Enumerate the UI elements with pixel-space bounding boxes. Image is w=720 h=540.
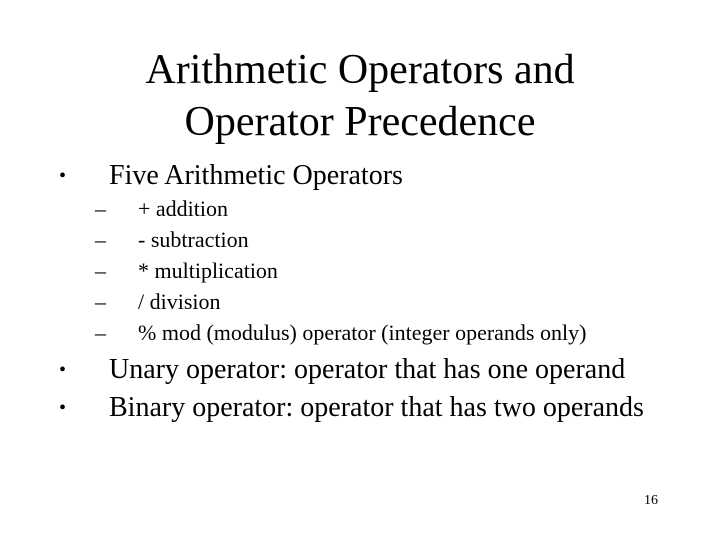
bullet-text: Five Arithmetic Operators [109,160,403,191]
sub-bullet-text: * multiplication [138,258,278,283]
sub-bullet-text: / division [138,289,221,314]
sub-bullet-multiplication [95,257,695,285]
bullet-five-arithmetic-operators [55,160,695,192]
sub-bullet-text: - subtraction [138,227,249,252]
slide-title [0,44,720,148]
bullet-text: Unary operator: operator that has one operand [109,354,626,385]
sub-bullet-marker: – [95,258,106,283]
sub-bullet-modulus [95,319,695,347]
bullet-marker: • [59,397,67,419]
sub-bullet-text: + addition [138,196,229,221]
bullet-marker: • [59,165,67,187]
sub-bullet-marker: – [95,196,106,221]
bullet-unary-operator [55,354,695,386]
bullet-marker: • [59,359,67,381]
title-line-2: Operator Precedence [184,99,536,145]
sub-bullet-marker: – [95,227,106,252]
sub-bullet-marker: – [95,320,106,345]
sub-bullet-marker: – [95,289,106,314]
page-number: 16 [644,493,658,508]
bullet-text: Binary operator: operator that has two operands [109,392,644,423]
sub-bullet-text: % mod (modulus) operator (integer operands only) [138,320,587,345]
sub-bullet-division [95,288,695,316]
sub-bullet-subtraction [95,226,695,254]
bullet-binary-operator [55,392,695,424]
sub-bullet-addition [95,195,695,223]
title-line-1: Arithmetic Operators and [145,47,575,93]
